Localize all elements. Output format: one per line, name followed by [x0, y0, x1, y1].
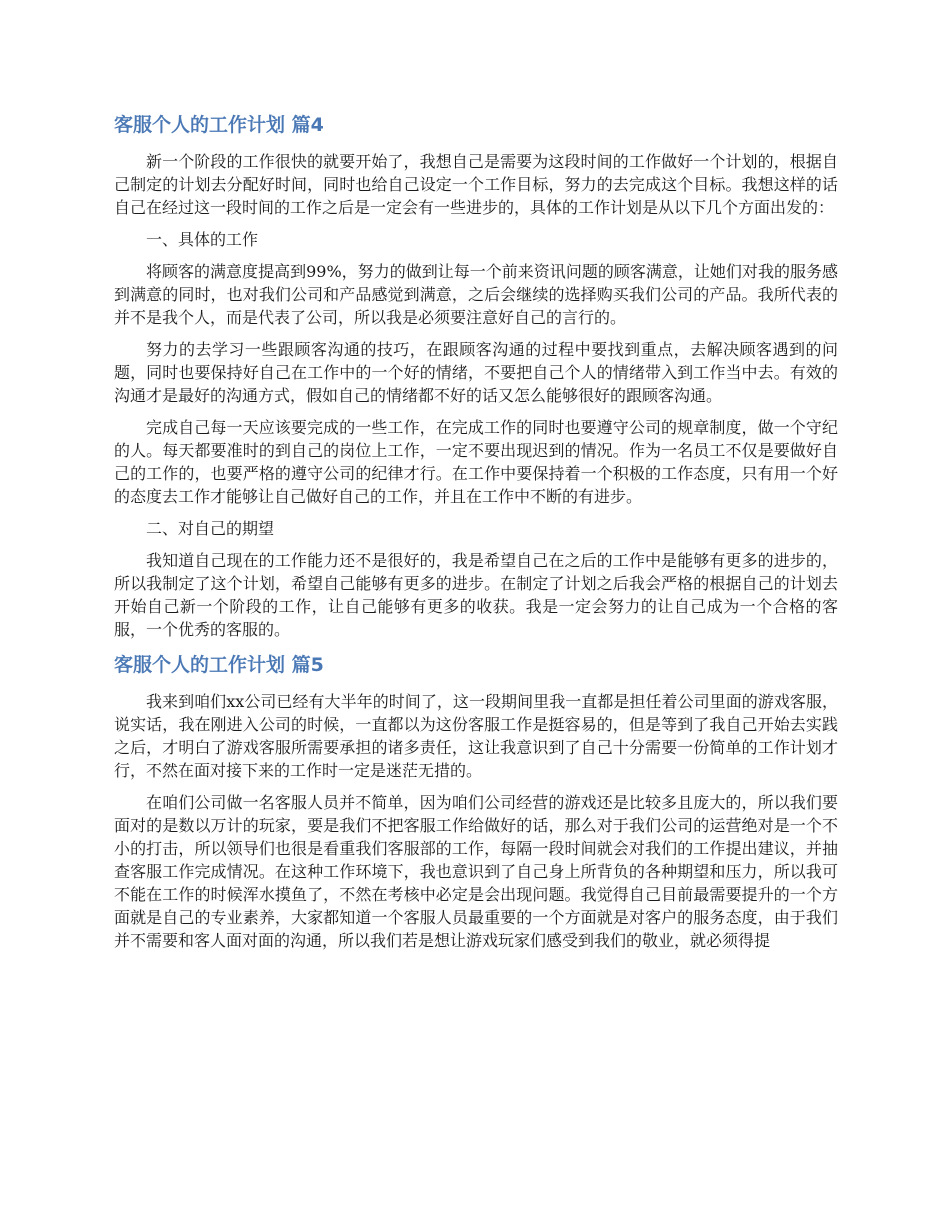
paragraph: 将顾客的满意度提高到99%，努力的做到让每一个前来资讯问题的顾客满意，让她们对我的服务感到满意的同时，也对我们公司和产品感觉到满意，之后会继续的选择购买我们公司的产品。我所代表的并不是我个人，而是代表了公司，所以我是必须要注意好自己的言行的。: [114, 262, 838, 327]
paragraph: 我来到咱们xx公司已经有大半年的时间了，这一段期间里我一直都是担任着公司里面的游戏客服，说实话，我在刚进入公司的时候，一直都以为这份客服工作是挺容易的，但是等到了我自己开始去实践之后，才明白了游戏客服所需要承担的诸多责任，这让我意识到了自己十分需要一份简单的工作计划才行，不然在面对接下来的工作时一定是迷茫无措的。: [114, 692, 838, 780]
section-heading: 客服个人的工作计划 篇4: [114, 114, 324, 136]
paragraph: 完成自己每一天应该要完成的一些工作，在完成工作的同时也要遵守公司的规章制度，做一个守纪的人。每天都要准时的到自己的岗位上工作，一定不要出现迟到的情况。作为一名员工不仅是要做好自己的工作的，也要严格的遵守公司的纪律才行。在工作中要保持着一个积极的工作态度，只有用一个好的态度去工作才能够让自己做好自己的工作，并且在工作中不断的有进步。: [114, 418, 838, 506]
paragraph: 我知道自己现在的工作能力还不是很好的，我是希望自己在之后的工作中是能够有更多的进步的，所以我制定了这个计划，希望自己能够有更多的进步。在制定了计划之后我会严格的根据自己的计划去开始自己新一个阶段的工作，让自己能够有更多的收获。我是一定会努力的让自己成为一个合格的客服，一个优秀的客服的。: [114, 551, 838, 639]
section-plan-5: [114, 650, 838, 952]
paragraph: 在咱们公司做一名客服人员并不简单，因为咱们公司经营的游戏还是比较多且庞大的，所以我们要面对的是数以万计的玩家，要是我们不把客服工作给做好的话，那么对于我们公司的运营绝对是一个不小的打击，所以领导们也很是看重我们客服部的工作，每隔一段时间就会对我们的工作提出建议，并抽查客服工作完成情况。在这种工作环境下，我也意识到了自己身上所背负的各种期望和压力，所以我可不能在工作的时候浑水摸鱼了，不然在考核中必定是会出现问题。我觉得自己目前最需要提升的一个方面就是自己的专业素养，大家都知道一个客服人员最重要的一个方面就是对客户的服务态度，由于我们并不需要和客人面对面的沟通，所以我们若是想让游戏玩家们感受到我们的敬业，就必须得提: [114, 793, 838, 950]
section-heading: 客服个人的工作计划 篇5: [114, 654, 324, 676]
subheading: 二、对自己的期望: [146, 519, 275, 538]
subheading: 一、具体的工作: [146, 230, 259, 249]
paragraph: 努力的去学习一些跟顾客沟通的技巧，在跟顾客沟通的过程中要找到重点，去解决顾客遇到的问题，同时也要保持好自己在工作中的一个好的情绪，不要把自己个人的情绪带入到工作当中去。有效的沟通才是最好的沟通方式，假如自己的情绪都不好的话又怎么能够很好的跟顾客沟通。: [114, 340, 838, 405]
section-plan-4: [114, 110, 838, 641]
paragraph: 新一个阶段的工作很快的就要开始了，我想自己是需要为这段时间的工作做好一个计划的，根据自己制定的计划去分配好时间，同时也给自己设定一个工作目标，努力的去完成这个目标。我想这样的话自己在经过这一段时间的工作之后是一定会有一些进步的，具体的工作计划是从以下几个方面出发的：: [114, 152, 838, 217]
